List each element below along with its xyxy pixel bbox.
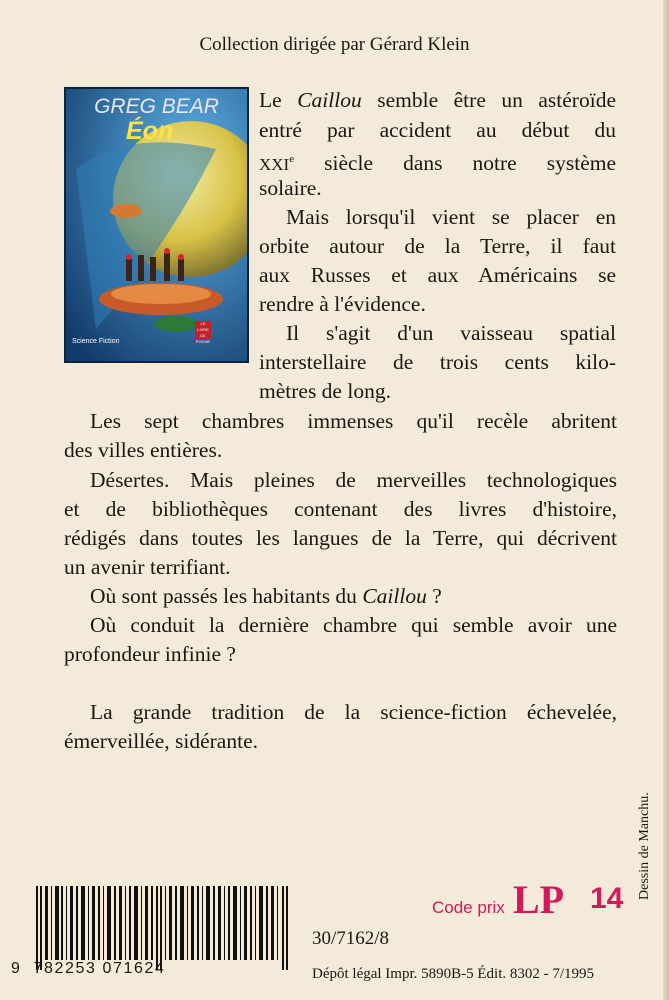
blurb-line: Où conduit la dernière chambre qui semble avoir une — [90, 613, 617, 637]
isbn-digits: 9 782253 071624 — [11, 960, 166, 977]
publisher-logo: LE LIVRE DE POCHE — [195, 321, 211, 344]
blurb-line: orbite autour de la Terre, il faut — [259, 234, 616, 258]
cover-title: Éon — [126, 117, 174, 145]
blurb-line: rendre à l'évidence. — [259, 292, 426, 316]
blurb-line: profondeur infinie ? — [64, 642, 236, 666]
blurb-line: solaire. — [259, 176, 322, 200]
barcode — [30, 886, 300, 970]
cover-thumbnail — [64, 87, 249, 363]
blurb-line: Où sont passés les habitants du Caillou ? — [90, 584, 442, 608]
legal-deposit: Dépôt légal Impr. 5890B-5 Édit. 8302 - 7/1995 — [312, 966, 595, 982]
blurb-line: XXIe siècle dans notre système — [259, 151, 616, 175]
blurb-line: Le Caillou semble être un astéroïde — [259, 88, 616, 112]
tagline-line: La grande tradition de la science-fiction échevelée, — [90, 700, 617, 724]
cover-author: GREG BEAR — [94, 95, 219, 118]
cover-series: Science Fiction — [72, 338, 120, 345]
blurb-line: et de bibliothèques contenant des livres d'histoire, — [64, 497, 617, 521]
tagline-line: émerveillée, sidérante. — [64, 729, 258, 753]
price-number: 14 — [590, 882, 624, 915]
blurb-line: entré par accident au début du — [259, 118, 616, 142]
collection-line: Collection dirigée par Gérard Klein — [199, 34, 470, 55]
blurb-line: un avenir terrifiant. — [64, 555, 231, 579]
blurb-line: Mais lorsqu'il vient se placer en — [286, 205, 616, 229]
blurb-line: aux Russes et aux Américains se — [259, 263, 616, 287]
blurb-line: Les sept chambres immenses qu'il recèle abritent — [90, 409, 617, 433]
blurb-line: Désertes. Mais pleines de merveilles technologiques — [90, 468, 617, 492]
illustration-credit: Dessin de Manchu. — [637, 792, 652, 900]
blurb-line: des villes entières. — [64, 438, 223, 462]
blurb-line: rédigés dans toutes les langues de la Terre, qui décrivent — [64, 526, 617, 550]
price-code-label: Code prix — [432, 898, 505, 917]
blurb-line: Il s'agit d'un vaisseau spatial — [286, 321, 616, 345]
price-code: LP — [513, 877, 565, 922]
page-edge — [663, 0, 669, 1000]
blurb-line: mètres de long. — [259, 379, 391, 403]
internal-reference: 30/7162/8 — [312, 928, 390, 949]
blurb-line: interstellaire de trois cents kilo- — [259, 350, 616, 374]
